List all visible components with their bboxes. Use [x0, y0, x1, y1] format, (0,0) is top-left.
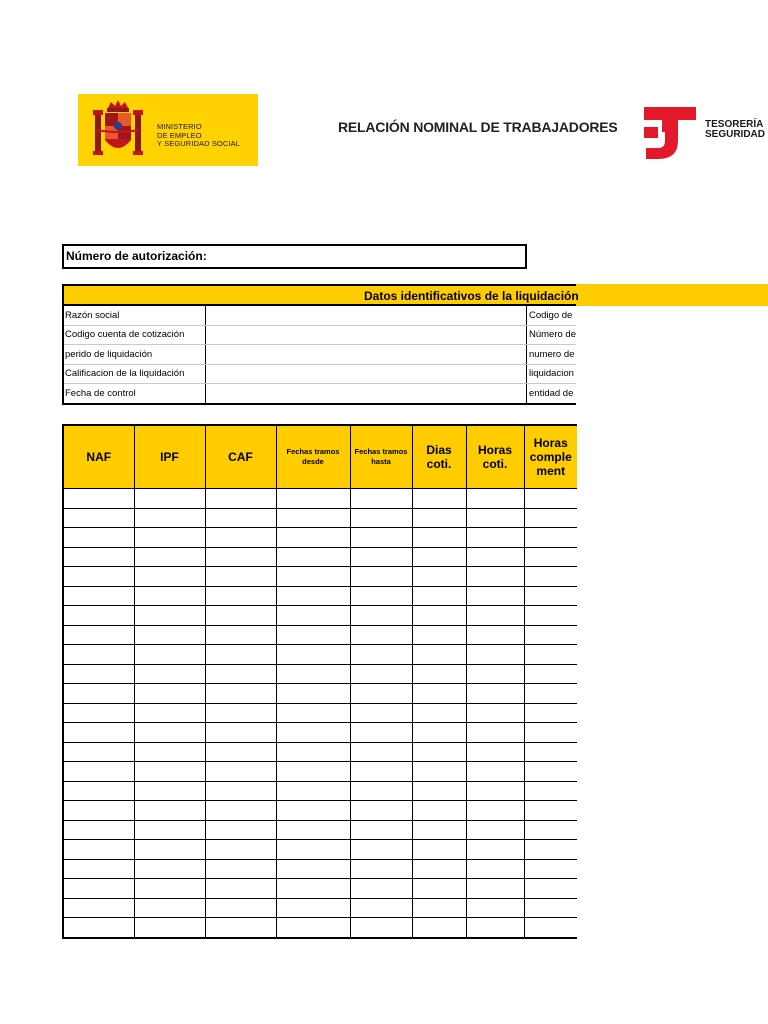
table-cell[interactable] — [412, 879, 466, 899]
table-row — [63, 801, 577, 821]
table-cell[interactable] — [63, 762, 134, 782]
table-cell[interactable] — [524, 606, 577, 626]
table-row — [63, 781, 577, 801]
table-cell[interactable] — [134, 781, 205, 801]
table-row — [63, 528, 577, 548]
table-cell[interactable] — [524, 684, 577, 704]
ministry-name: MINISTERIO DE EMPLEO Y SEGURIDAD SOCIAL — [157, 122, 240, 148]
table-cell[interactable] — [276, 528, 350, 548]
authorization-label: Número de autorización: — [66, 249, 207, 263]
table-cell[interactable] — [63, 645, 134, 665]
table-row — [63, 489, 577, 509]
table-cell[interactable] — [466, 723, 524, 743]
table-cell[interactable] — [412, 703, 466, 723]
table-cell[interactable] — [205, 918, 276, 938]
table-cell[interactable] — [350, 508, 412, 528]
table-cell[interactable] — [524, 820, 577, 840]
table-cell[interactable] — [350, 684, 412, 704]
authorization-number-field[interactable] — [62, 244, 527, 269]
table-cell[interactable] — [412, 742, 466, 762]
table-cell[interactable] — [466, 489, 524, 509]
table-cell[interactable] — [205, 840, 276, 860]
table-cell[interactable] — [276, 801, 350, 821]
table-cell[interactable] — [63, 528, 134, 548]
table-cell[interactable] — [276, 684, 350, 704]
table-cell[interactable] — [412, 840, 466, 860]
document-title: RELACIÓN NOMINAL DE TRABAJADORES — [338, 119, 618, 135]
table-cell[interactable] — [412, 645, 466, 665]
table-cell[interactable] — [466, 781, 524, 801]
col-caf: CAF — [205, 425, 276, 489]
workers-body — [63, 489, 577, 938]
workers-table — [62, 424, 577, 939]
table-cell[interactable] — [63, 723, 134, 743]
table-cell[interactable] — [276, 898, 350, 918]
table-cell[interactable] — [63, 684, 134, 704]
table-cell[interactable] — [134, 528, 205, 548]
table-row — [63, 918, 577, 938]
col-horas-coti: Horas coti. — [466, 425, 524, 489]
datos-value-cell[interactable] — [206, 384, 527, 404]
table-cell[interactable] — [466, 820, 524, 840]
table-cell[interactable] — [466, 528, 524, 548]
table-cell[interactable] — [350, 703, 412, 723]
table-cell[interactable] — [134, 625, 205, 645]
table-cell[interactable] — [205, 723, 276, 743]
table-cell[interactable] — [412, 781, 466, 801]
table-cell[interactable] — [524, 547, 577, 567]
table-cell[interactable] — [205, 547, 276, 567]
table-cell[interactable] — [134, 586, 205, 606]
table-cell[interactable] — [276, 918, 350, 938]
table-cell[interactable] — [466, 567, 524, 587]
table-cell[interactable] — [276, 586, 350, 606]
table-cell[interactable] — [412, 489, 466, 509]
datos-right-label: Codigo de — [527, 306, 577, 325]
table-row — [63, 898, 577, 918]
table-row — [63, 742, 577, 762]
table-cell[interactable] — [276, 703, 350, 723]
table-cell[interactable] — [466, 742, 524, 762]
table-cell[interactable] — [466, 586, 524, 606]
table-cell[interactable] — [524, 567, 577, 587]
coat-of-arms-icon — [93, 100, 143, 160]
table-cell[interactable] — [134, 703, 205, 723]
table-cell[interactable] — [466, 645, 524, 665]
table-cell[interactable] — [134, 567, 205, 587]
col-fechas-hasta: Fechas tramos hasta — [350, 425, 412, 489]
table-cell[interactable] — [63, 567, 134, 587]
ministry-logo — [78, 94, 258, 166]
table-cell[interactable] — [205, 820, 276, 840]
table-row — [63, 645, 577, 665]
table-cell[interactable] — [134, 742, 205, 762]
datos-value-cell[interactable] — [206, 325, 527, 345]
table-cell[interactable] — [63, 742, 134, 762]
table-cell[interactable] — [524, 723, 577, 743]
datos-right-label: entidad de — [529, 387, 574, 399]
table-row — [63, 606, 577, 626]
table-cell[interactable] — [350, 820, 412, 840]
table-cell[interactable] — [412, 528, 466, 548]
table-cell[interactable] — [134, 489, 205, 509]
table-cell[interactable] — [276, 742, 350, 762]
table-cell[interactable] — [412, 859, 466, 879]
table-cell[interactable] — [466, 625, 524, 645]
datos-row — [63, 384, 576, 404]
table-cell[interactable] — [134, 918, 205, 938]
table-cell[interactable] — [412, 625, 466, 645]
table-cell[interactable] — [466, 547, 524, 567]
table-cell[interactable] — [350, 762, 412, 782]
col-fechas-desde: Fechas tramos desde — [276, 425, 350, 489]
table-cell[interactable] — [350, 547, 412, 567]
table-cell[interactable] — [63, 547, 134, 567]
table-cell[interactable] — [524, 489, 577, 509]
table-cell[interactable] — [276, 489, 350, 509]
table-cell[interactable] — [63, 606, 134, 626]
table-cell[interactable] — [276, 625, 350, 645]
table-cell[interactable] — [350, 489, 412, 509]
table-cell[interactable] — [466, 703, 524, 723]
table-cell[interactable] — [134, 820, 205, 840]
table-cell[interactable] — [205, 801, 276, 821]
col-naf: NAF — [63, 425, 134, 489]
datos-right-label: Número de — [527, 325, 577, 345]
tesoreria-logo-icon — [644, 107, 696, 159]
table-cell[interactable] — [63, 508, 134, 528]
table-row — [63, 586, 577, 606]
table-cell[interactable] — [134, 606, 205, 626]
table-cell[interactable] — [63, 918, 134, 938]
table-cell[interactable] — [63, 625, 134, 645]
datos-label: perido de liquidación — [63, 345, 206, 365]
table-cell[interactable] — [63, 840, 134, 860]
table-cell[interactable] — [466, 606, 524, 626]
datos-row — [63, 306, 576, 325]
table-cell[interactable] — [205, 489, 276, 509]
table-cell[interactable] — [276, 879, 350, 899]
table-cell[interactable] — [205, 528, 276, 548]
table-cell[interactable] — [134, 645, 205, 665]
table-cell[interactable] — [205, 664, 276, 684]
table-cell[interactable] — [412, 586, 466, 606]
table-cell[interactable] — [276, 859, 350, 879]
table-cell[interactable] — [350, 664, 412, 684]
table-cell[interactable] — [205, 742, 276, 762]
table-cell[interactable] — [134, 879, 205, 899]
table-cell[interactable] — [276, 840, 350, 860]
table-cell[interactable] — [524, 703, 577, 723]
table-cell[interactable] — [134, 508, 205, 528]
table-cell[interactable] — [205, 859, 276, 879]
datos-label: Fecha de control — [65, 387, 136, 399]
table-cell[interactable] — [524, 528, 577, 548]
table-cell[interactable] — [63, 781, 134, 801]
datos-title: Datos identificativos de la liquidación — [364, 289, 579, 303]
datos-value-cell[interactable] — [206, 306, 527, 325]
table-cell[interactable] — [524, 879, 577, 899]
table-cell[interactable] — [524, 762, 577, 782]
table-cell[interactable] — [412, 762, 466, 782]
datos-label: Razón social — [63, 306, 206, 325]
table-cell[interactable] — [524, 898, 577, 918]
table-cell[interactable] — [466, 664, 524, 684]
datos-value-cell[interactable] — [206, 345, 527, 365]
table-cell[interactable] — [412, 918, 466, 938]
table-cell[interactable] — [524, 645, 577, 665]
table-cell[interactable] — [350, 781, 412, 801]
datos-row — [63, 325, 576, 345]
table-cell[interactable] — [63, 898, 134, 918]
table-cell[interactable] — [412, 684, 466, 704]
table-cell[interactable] — [466, 684, 524, 704]
datos-row — [63, 345, 576, 365]
table-cell[interactable] — [466, 801, 524, 821]
table-cell[interactable] — [350, 528, 412, 548]
table-cell[interactable] — [466, 508, 524, 528]
table-cell[interactable] — [276, 508, 350, 528]
table-cell[interactable] — [276, 606, 350, 626]
table-cell[interactable] — [466, 898, 524, 918]
table-cell[interactable] — [63, 703, 134, 723]
table-cell[interactable] — [276, 547, 350, 567]
datos-right-label: numero de — [527, 345, 577, 365]
table-cell[interactable] — [205, 567, 276, 587]
datos-table — [62, 306, 576, 405]
table-row — [63, 664, 577, 684]
table-row — [63, 840, 577, 860]
table-cell[interactable] — [350, 645, 412, 665]
table-row — [63, 723, 577, 743]
table-cell[interactable] — [63, 879, 134, 899]
table-cell[interactable] — [205, 898, 276, 918]
table-row — [63, 508, 577, 528]
table-cell[interactable] — [205, 508, 276, 528]
col-horas-complement: Horas comple ment — [524, 425, 577, 489]
table-cell[interactable] — [412, 898, 466, 918]
table-cell[interactable] — [466, 918, 524, 938]
table-cell[interactable] — [205, 586, 276, 606]
table-cell[interactable] — [412, 723, 466, 743]
table-cell[interactable] — [134, 547, 205, 567]
table-cell[interactable] — [524, 625, 577, 645]
table-row — [63, 859, 577, 879]
table-cell[interactable] — [205, 879, 276, 899]
table-cell[interactable] — [205, 645, 276, 665]
table-cell[interactable] — [412, 508, 466, 528]
table-cell[interactable] — [134, 898, 205, 918]
table-cell[interactable] — [205, 703, 276, 723]
table-cell[interactable] — [412, 567, 466, 587]
table-cell[interactable] — [350, 918, 412, 938]
table-cell[interactable] — [524, 781, 577, 801]
table-cell[interactable] — [350, 625, 412, 645]
datos-row — [63, 364, 576, 384]
table-cell[interactable] — [205, 762, 276, 782]
table-cell[interactable] — [412, 820, 466, 840]
col-dias-coti: Dias coti. — [412, 425, 466, 489]
datos-header-band-extension — [576, 284, 768, 306]
table-cell[interactable] — [276, 664, 350, 684]
table-cell[interactable] — [524, 859, 577, 879]
table-cell[interactable] — [412, 664, 466, 684]
table-cell[interactable] — [134, 840, 205, 860]
table-cell[interactable] — [276, 567, 350, 587]
table-row — [63, 879, 577, 899]
table-cell[interactable] — [350, 586, 412, 606]
table-cell[interactable] — [350, 859, 412, 879]
table-cell[interactable] — [350, 840, 412, 860]
table-cell[interactable] — [466, 762, 524, 782]
table-cell[interactable] — [412, 547, 466, 567]
table-cell[interactable] — [205, 625, 276, 645]
table-cell[interactable] — [466, 859, 524, 879]
table-cell[interactable] — [350, 898, 412, 918]
workers-header-row — [63, 425, 577, 489]
table-cell[interactable] — [134, 801, 205, 821]
table-cell[interactable] — [524, 840, 577, 860]
datos-label: Calificacion de la liquidación — [63, 364, 206, 384]
table-row — [63, 567, 577, 587]
table-cell[interactable] — [134, 859, 205, 879]
table-cell[interactable] — [63, 586, 134, 606]
table-cell[interactable] — [412, 801, 466, 821]
table-cell[interactable] — [412, 606, 466, 626]
table-row — [63, 625, 577, 645]
table-cell[interactable] — [466, 840, 524, 860]
table-cell[interactable] — [134, 762, 205, 782]
table-cell[interactable] — [205, 606, 276, 626]
table-cell[interactable] — [63, 859, 134, 879]
table-cell[interactable] — [134, 723, 205, 743]
table-cell[interactable] — [350, 723, 412, 743]
table-row — [63, 703, 577, 723]
table-cell[interactable] — [466, 879, 524, 899]
table-cell[interactable] — [276, 820, 350, 840]
table-cell[interactable] — [276, 645, 350, 665]
table-row — [63, 547, 577, 567]
table-cell[interactable] — [276, 723, 350, 743]
datos-label: Codigo cuenta de cotización — [63, 325, 206, 345]
table-cell[interactable] — [350, 879, 412, 899]
table-cell[interactable] — [276, 762, 350, 782]
table-cell[interactable] — [350, 606, 412, 626]
table-cell[interactable] — [63, 489, 134, 509]
table-cell[interactable] — [134, 664, 205, 684]
table-row — [63, 684, 577, 704]
table-cell[interactable] — [63, 820, 134, 840]
table-cell[interactable] — [63, 801, 134, 821]
table-cell[interactable] — [524, 586, 577, 606]
col-ipf: IPF — [134, 425, 205, 489]
table-cell[interactable] — [63, 664, 134, 684]
table-cell[interactable] — [524, 918, 577, 938]
table-row — [63, 762, 577, 782]
table-cell[interactable] — [205, 781, 276, 801]
table-cell[interactable] — [524, 801, 577, 821]
table-cell[interactable] — [276, 781, 350, 801]
table-cell[interactable] — [524, 664, 577, 684]
table-cell[interactable] — [524, 742, 577, 762]
table-cell[interactable] — [205, 684, 276, 704]
table-cell[interactable] — [524, 508, 577, 528]
table-row — [63, 820, 577, 840]
table-cell[interactable] — [350, 742, 412, 762]
table-cell[interactable] — [350, 567, 412, 587]
table-cell[interactable] — [350, 801, 412, 821]
datos-value-cell[interactable] — [206, 364, 527, 384]
table-cell[interactable] — [134, 684, 205, 704]
tesoreria-name: TESORERÍA SEGURIDAD — [705, 119, 766, 140]
datos-right-label: liquidacion — [527, 364, 577, 384]
